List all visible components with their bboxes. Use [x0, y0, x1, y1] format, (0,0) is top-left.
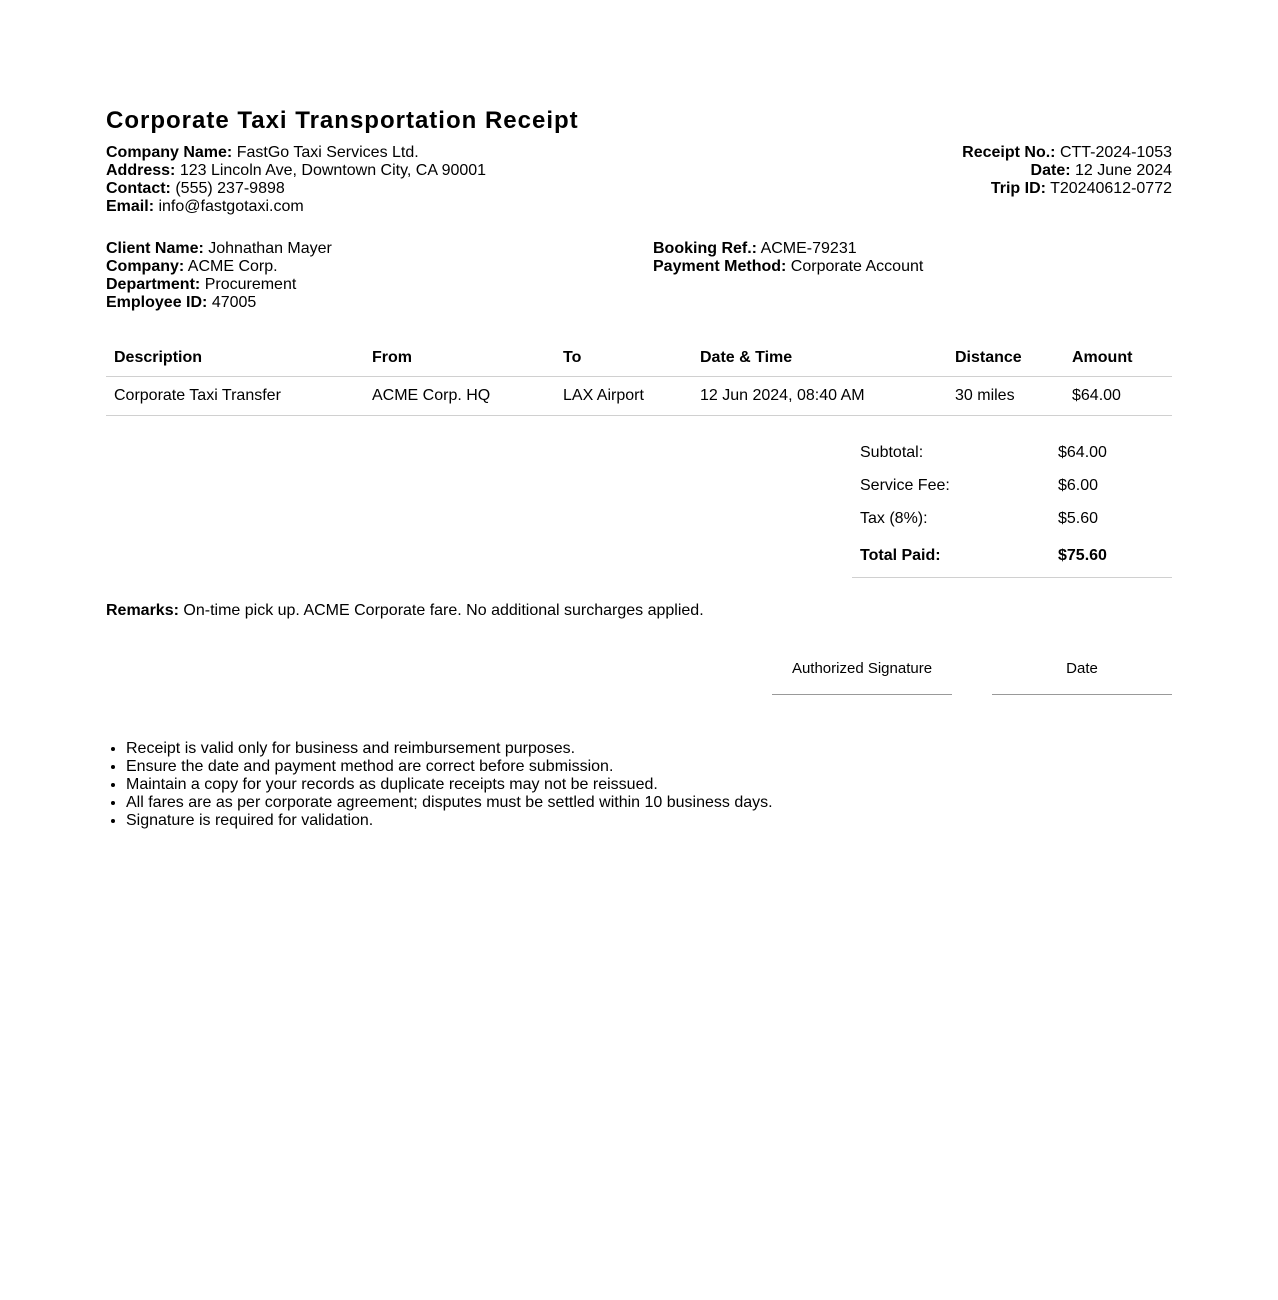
list-item: • Maintain a copy for your records as duplicate receipts may not be reissued.: [126, 776, 1172, 794]
receipt-date-value: 12 June 2024: [1075, 162, 1172, 179]
booking-ref-line: [653, 240, 923, 258]
company-name-value: FastGo Taxi Services Ltd.: [236, 144, 419, 161]
booking-ref-label: Booking Ref.:: [653, 240, 757, 257]
tax-label: Tax (8%):: [860, 509, 928, 527]
company-email-line: [106, 198, 486, 216]
client-company-label: Company:: [106, 258, 185, 275]
list-item: • Ensure the date and payment method are correct before submission.: [126, 758, 1172, 776]
trip-id-line: [962, 180, 1172, 198]
trip-distance-cell: 30 miles: [947, 377, 1064, 416]
total-paid-value: $75.60: [1050, 535, 1172, 578]
payment-method-line: [653, 258, 923, 276]
list-item: • Signature is required for validation.: [126, 812, 1172, 830]
receipt-title: Corporate Taxi Transportation Receipt: [106, 107, 579, 134]
column-header: To: [555, 340, 692, 377]
trip-id-value: T20240612-0772: [1050, 180, 1172, 197]
column-header: From: [364, 340, 555, 377]
trip-description-cell: Corporate Taxi Transfer: [106, 377, 364, 416]
employee-id-value: 47005: [211, 294, 257, 311]
booking-info: [653, 240, 923, 312]
trip-table: [106, 340, 1172, 416]
company-email-value: info@fastgotaxi.com: [158, 198, 304, 215]
column-header: Description: [106, 340, 364, 377]
company-name-label: Company Name:: [106, 144, 233, 161]
subtotal-row: [852, 436, 1172, 469]
subtotal-value: $64.00: [1058, 443, 1107, 461]
notes-list: [106, 740, 1172, 830]
tax-value: $5.60: [1058, 509, 1099, 527]
company-contact-value: (555) 237-9898: [175, 180, 285, 197]
client-department-value: Procurement: [204, 276, 297, 293]
client-company-value: ACME Corp.: [187, 258, 278, 275]
company-contact-label: Contact:: [106, 180, 171, 197]
service-fee-value: $6.00: [1058, 476, 1099, 494]
column-header: Amount: [1064, 340, 1172, 377]
trip-datetime-cell: 12 Jun 2024, 08:40 AM: [692, 377, 947, 416]
company-info: [106, 144, 486, 216]
receipt-meta: [962, 144, 1172, 216]
remarks-text: On-time pick up. ACME Corporate fare. No additional surcharges applied.: [183, 602, 704, 619]
client-info-row: [106, 240, 1172, 312]
client-department-label: Department:: [106, 276, 201, 293]
client-info: [106, 240, 653, 312]
company-email-label: Email:: [106, 198, 155, 215]
list-item: • Receipt is valid only for business and reimbursement purposes.: [126, 740, 1172, 758]
company-address-value: 123 Lincoln Ave, Downtown City, CA 90001: [179, 162, 487, 179]
trip-amount-cell: $64.00: [1064, 377, 1172, 416]
payment-method-label: Payment Method:: [653, 258, 787, 275]
trip-table-header: [106, 340, 1172, 377]
client-name-value: Johnathan Mayer: [208, 240, 332, 257]
authorized-signature-field: Authorized Signature: [772, 660, 952, 695]
trip-id-label: Trip ID:: [990, 180, 1046, 197]
receipt-date-label: Date:: [1030, 162, 1071, 179]
table-row: [106, 377, 1172, 416]
trip-to-cell: LAX Airport: [555, 377, 692, 416]
service-fee-row: [852, 469, 1172, 502]
column-header: Distance: [947, 340, 1064, 377]
column-header: Date & Time: [692, 340, 947, 377]
client-name-label: Client Name:: [106, 240, 204, 257]
total-paid-label: Total Paid:: [852, 535, 1050, 578]
remarks-label: Remarks:: [106, 602, 179, 619]
service-fee-label: Service Fee:: [860, 476, 950, 494]
client-name-line: [106, 240, 653, 258]
company-name-line: [106, 144, 486, 162]
receipt-number-label: Receipt No.:: [962, 144, 1056, 161]
payment-method-value: Corporate Account: [790, 258, 924, 275]
employee-id-line: [106, 294, 653, 312]
company-contact-line: [106, 180, 486, 198]
subtotal-label: Subtotal:: [860, 443, 924, 461]
client-company-line: [106, 258, 653, 276]
client-department-line: [106, 276, 653, 294]
signature-row: [106, 660, 1172, 740]
employee-id-label: Employee ID:: [106, 294, 208, 311]
signature-date-field: Date: [992, 660, 1172, 695]
receipt-number-value: CTT-2024-1053: [1059, 144, 1172, 161]
company-address-label: Address:: [106, 162, 176, 179]
receipt-date-line: [962, 162, 1172, 180]
tax-row: [852, 502, 1172, 535]
receipt-content: [106, 106, 1172, 830]
remarks: [106, 602, 1172, 620]
receipt-number-line: [962, 144, 1172, 162]
trip-from-cell: ACME Corp. HQ: [364, 377, 555, 416]
booking-ref-value: ACME-79231: [760, 240, 857, 257]
totals-table: [852, 436, 1172, 578]
header-info: [106, 144, 1172, 216]
company-address-line: [106, 162, 486, 180]
list-item: • All fares are as per corporate agreement; disputes must be settled within 10 business days.: [126, 794, 1172, 812]
total-paid-row: [852, 535, 1172, 578]
